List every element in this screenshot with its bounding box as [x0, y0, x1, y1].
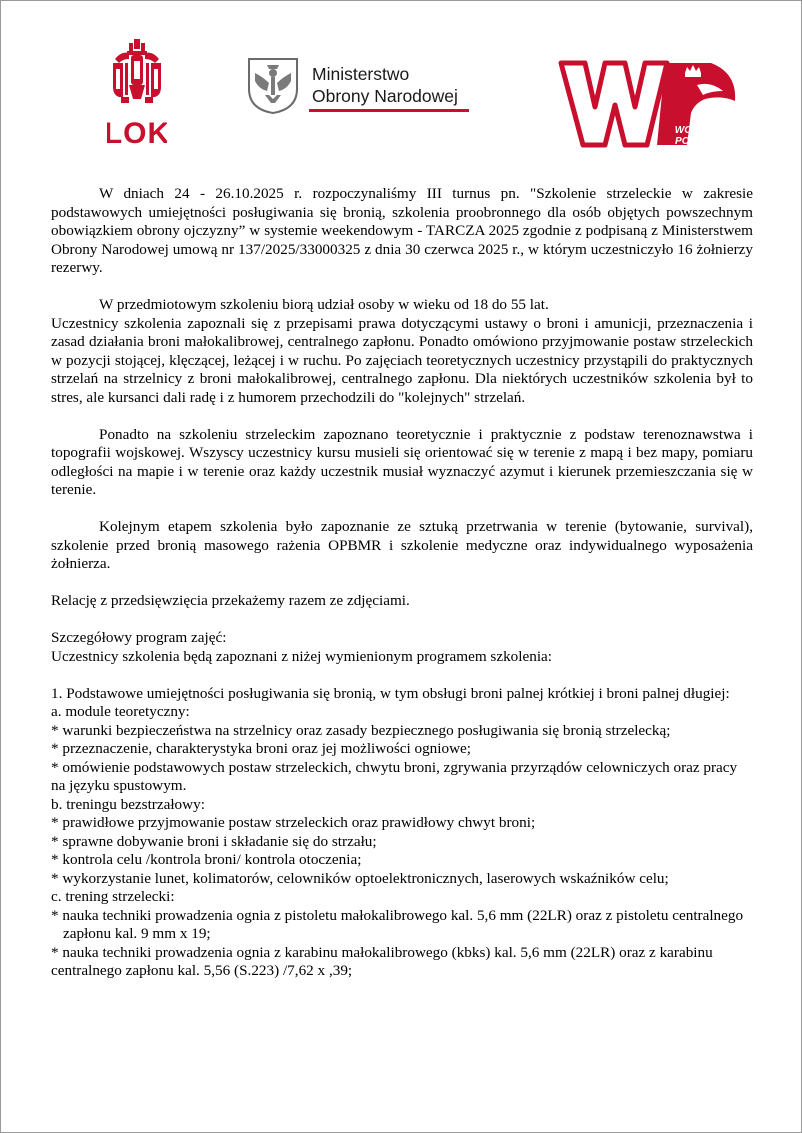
- mon-logo-line2: Obrony Narodowej: [312, 86, 458, 106]
- paragraph-topography: Ponadto na szkoleniu strzeleckim zapoznano teoretycznie i praktycznie z podstaw terenoznawstwa i topografii wojskowej. Wszyscy uczestnicy kursu musieli się orientować się w terenie z mapą i bez mapy, pomiaru odległości na mapie i w terenie oraz każdy uczestnik musiał wyznaczyć azymut i kierunek przemieszczania się w terenie.: [51, 425, 753, 498]
- mon-logo: [243, 57, 475, 119]
- program-heading: Szczegółowy program zajęć:: [51, 629, 227, 646]
- paragraph-participants: Uczestnicy szkolenia zapoznali się z przepisami prawa dotyczącymi ustawy o broni i amunicji, przeznaczenia i zasad działania broni małokalibrowej, centralnego zapłonu. Ponadto omówiono przyjmowanie postaw strzeleckich w pozycji stojącej, klęczącej, leżącej i w ruchu. Po zajęciach teoretycznych uczestnicy przystąpili do praktycznych strzelań na strzelnicy z broni małokalibrowej, centralnego zapłonu. Dla niektórych uczestników szkolenia był to stres, ale kursanci dali radę i z humorem przechodzili do "kolejnych" strzelań.: [51, 314, 753, 406]
- mon-logo-text: [312, 63, 458, 107]
- eagle-emblem-icon: [247, 57, 299, 115]
- mon-logo-line1: Ministerstwo: [312, 64, 410, 84]
- list-item: * przeznaczenie, charakterystyka broni oraz jej możliwości ogniowe;: [51, 740, 472, 757]
- document-body: [51, 185, 753, 981]
- wp-logo-line1: WOJSKO: [674, 125, 720, 136]
- lok-logo-text: LOK: [107, 117, 167, 149]
- paragraph-intro: W dniach 24 - 26.10.2025 r. rozpoczynaliśmy III turnus pn. "Szkolenie strzeleckie w zakresie podstawowych umiejętności posługiwania się bronią, szkolenia proobronnego dla osób objętych powszechnym obowiązkiem obrony ojczyzny” w systemie weekendowym - TARCZA 2025 zgodnie z podpisaną z Ministerstwem Obrony Narodowej umową nr 137/2025/33000325 z dnia 30 czerwca 2025 r., w którym uczestniczyło 16 żołnierzy rezerwy.: [51, 185, 753, 276]
- list-item: * sprawne dobywanie broni i składanie się do strzału;: [51, 832, 377, 850]
- program-subsection-a: a. module teoretyczny:: [51, 703, 190, 720]
- program-item-1: 1. Podstawowe umiejętności posługiwania się bronią, w tym obsługi broni palnej krótkiej i broni palnej długiej:: [51, 684, 730, 702]
- program-intro: Uczestnicy szkolenia będą zapoznani z niżej wymienionym programem szkolenia:: [51, 647, 553, 665]
- list-item: * omówienie podstawowych postaw strzeleckich, chwytu broni, zgrywania przyrządów celowniczych oraz pracy na języku spustowym.: [51, 758, 738, 794]
- list-item: * nauka techniki prowadzenia ognia z pistoletu małokalibrowego kal. 5,6 mm (22LR) oraz z pistoletu centralnego zapłonu kal. 9 mm x 19;: [51, 906, 744, 942]
- wojsko-polskie-logo: [557, 59, 739, 149]
- wp-logo-line2: POLSKIE: [675, 136, 719, 147]
- list-item: * prawidłowe przyjmowanie postaw strzeleckich oraz prawidłowy chwyt broni;: [51, 814, 536, 831]
- paragraph-report: Relację z przedsięwzięcia przekażemy razem ze zdjęciami.: [51, 592, 410, 609]
- program-subsection-c: c. trening strzelecki:: [51, 888, 175, 905]
- list-item: * nauka techniki prowadzenia ognia z karabinu małokalibrowego (kbks) kal. 5,6 mm (22LR) oraz z karabinu centralnego zapłonu kal. 5,56 (S.223) /7,62 x ,39;: [51, 943, 713, 979]
- paragraph-survival: Kolejnym etapem szkolenia było zapoznanie ze sztuką przetrwania w terenie (bytowanie, survival), szkolenie przed bronią masowego rażenia OPBMR i szkolenie medyczne oraz indywidualnego wyposażenia żołnierza.: [51, 518, 753, 572]
- lok-logo: [107, 39, 167, 149]
- list-item: * warunki bezpieczeństwa na strzelnicy oraz zasady bezpiecznego posługiwania się bronią strzelecką;: [51, 721, 671, 739]
- list-item: * wykorzystanie lunet, kolimatorów, celowników optoelektronicznych, laserowych wskaźników celu;: [51, 869, 669, 887]
- list-item: * kontrola celu /kontrola broni/ kontrola otoczenia;: [51, 851, 362, 868]
- paragraph-age: W przedmiotowym szkoleniu biorą udział osoby w wieku od 18 do 55 lat.: [99, 296, 549, 313]
- program-subsection-b: b. treningu bezstrzałowy:: [51, 795, 205, 813]
- mon-logo-underline: [309, 109, 469, 112]
